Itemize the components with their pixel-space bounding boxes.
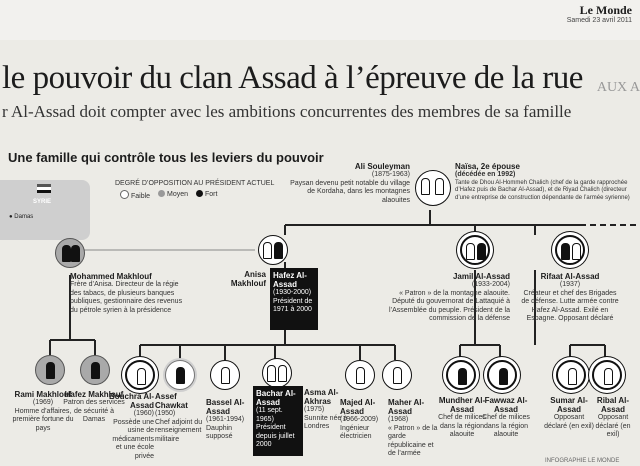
person-bachar-al-assad: Bachar Al-Assad (11 sept. 1965) Président depuis juillet 2000 [253, 386, 303, 456]
rifaat-al-assad-icon [555, 235, 585, 265]
majed-al-assad-icon [345, 360, 375, 390]
rami-makhlouf-icon [35, 355, 65, 385]
ali-souleyman-icon [415, 170, 451, 206]
legend-item-low: Faible [120, 190, 150, 200]
bachar-asma-icon [262, 358, 292, 388]
legend-item-medium: Moyen [158, 190, 188, 198]
sumar-al-assad-icon [556, 360, 586, 390]
bassel-al-assad-icon [210, 360, 240, 390]
mundher-al-assad-icon [446, 360, 476, 390]
person-asma-al-akhras: Asma Al-Akhras (1975) Sunnite née à Londres [304, 388, 348, 430]
infographic-title: Une famille qui contrôle tous les leviers du pouvoir [8, 150, 324, 165]
newspaper-logo: Le Monde [579, 3, 632, 17]
issue-date: Samedi 23 avril 2011 [566, 17, 632, 24]
infographic-credit: INFOGRAPHIE LE MONDE [545, 458, 620, 464]
map-city-label: ● Damas [9, 214, 34, 220]
person-anisa-makhlouf: Anisa Makhlouf [230, 270, 266, 288]
person-hafez-al-assad: Hafez Al-Assad (1930-2000) Président de 1971 à 2000 [270, 268, 318, 330]
person-assef-chawkat: Assef Chawkat (1950) Chef adjoint du renseignement militaire [155, 392, 203, 443]
jamil-al-assad-icon [460, 235, 490, 265]
person-rami-makhlouf: Rami Makhlouf (1969) Homme d’affaires, première fortune du pays [12, 390, 74, 432]
subheadline: r Al-Assad doit compter avec les ambitions concurrentes des membres de sa famille [2, 102, 572, 121]
legend-title: DEGRÉ D’OPPOSITION AU PRÉSIDENT ACTUEL [115, 180, 275, 187]
ribal-al-assad-icon [592, 360, 622, 390]
person-bouchra-al-assad: Bouchra Al-Assad (1960) Possède une usine de médicaments et une école privée [108, 392, 154, 460]
adjacent-article-fragment: AUX A [596, 80, 640, 95]
anisa-hafez-icon [258, 235, 288, 265]
person-rifaat-al-assad: Rifaat Al-Assad (1937) Créateur et chef des Brigades de défense. Lutte armée contre Hafez Al-Assad. Exilé en Espagne. Opposant déclaré [521, 272, 619, 322]
headline: le pouvoir du clan Assad à l’épreuve de la rue [2, 60, 583, 96]
person-hafez-makhlouf: Hafez Makhlouf Patron des services de sécurité à Damas [63, 390, 125, 423]
person-bassel-al-assad: Bassel Al-Assad (1961-1994) Dauphin supposé [206, 398, 245, 440]
person-maher-al-assad: Maher Al-Assad (1968) « Patron » de la garde républicaine et de l’armée [388, 398, 438, 457]
person-ali-souleyman: Ali Souleyman (1875-1963) Paysan devenu petit notable du village de Kordaha, dans les montagnes alaouites [290, 162, 410, 204]
bouchra-al-assad-icon [125, 360, 155, 390]
person-sumar-al-assad: Sumar Al-Assad Opposant déclaré (en exil) [544, 396, 594, 430]
maher-al-assad-icon [382, 360, 412, 390]
person-mohammed-makhlouf: Mohammed Makhlouf Frère d’Anisa. Directeur de la régie des tabacs, de plusieurs banques publiques, gestionnaire des revenus du pétrole syrien à la présidence [70, 272, 183, 314]
person-ribal-al-assad: Ribal Al-Assad Opposant déclaré (en exil) [595, 396, 631, 438]
map-country-label: SYRIE [33, 199, 52, 205]
person-majed-al-assad: Majed Al-Assad (1966-2009) Ingénieur électricien [340, 398, 379, 440]
person-naisa: Naïsa, 2e épouse (décédée en 1992) Tante de Dhou Al-Hommeh Chalich (chef de la garde rapprochée d’Hafez puis de Bachar Al-Assad), et de Riyad Chalich (directeur d’une entreprise de construction dépendante de l’armée syrienne) [455, 162, 630, 201]
fawwaz-al-assad-icon [487, 360, 517, 390]
person-fawwaz-al-assad: Fawwaz Al-Assad Chef de milices dans la région alaouite [482, 396, 530, 438]
mohammed-makhlouf-icon [55, 238, 85, 268]
person-mundher-al-assad: Mundher Al-Assad Chef de milices dans la région alaouite [438, 396, 486, 438]
legend-item-high: Fort [196, 190, 217, 198]
hafez-makhlouf-icon [80, 355, 110, 385]
person-jamil-al-assad: Jamil Al-Assad (1933-2004) « Patron » de la montagne alaouite. Député du gouvernorat de Lattaquié à l’Assemblée du peuple. Président de la commission de la défense [388, 272, 510, 322]
assef-chawkat-icon [165, 360, 195, 390]
